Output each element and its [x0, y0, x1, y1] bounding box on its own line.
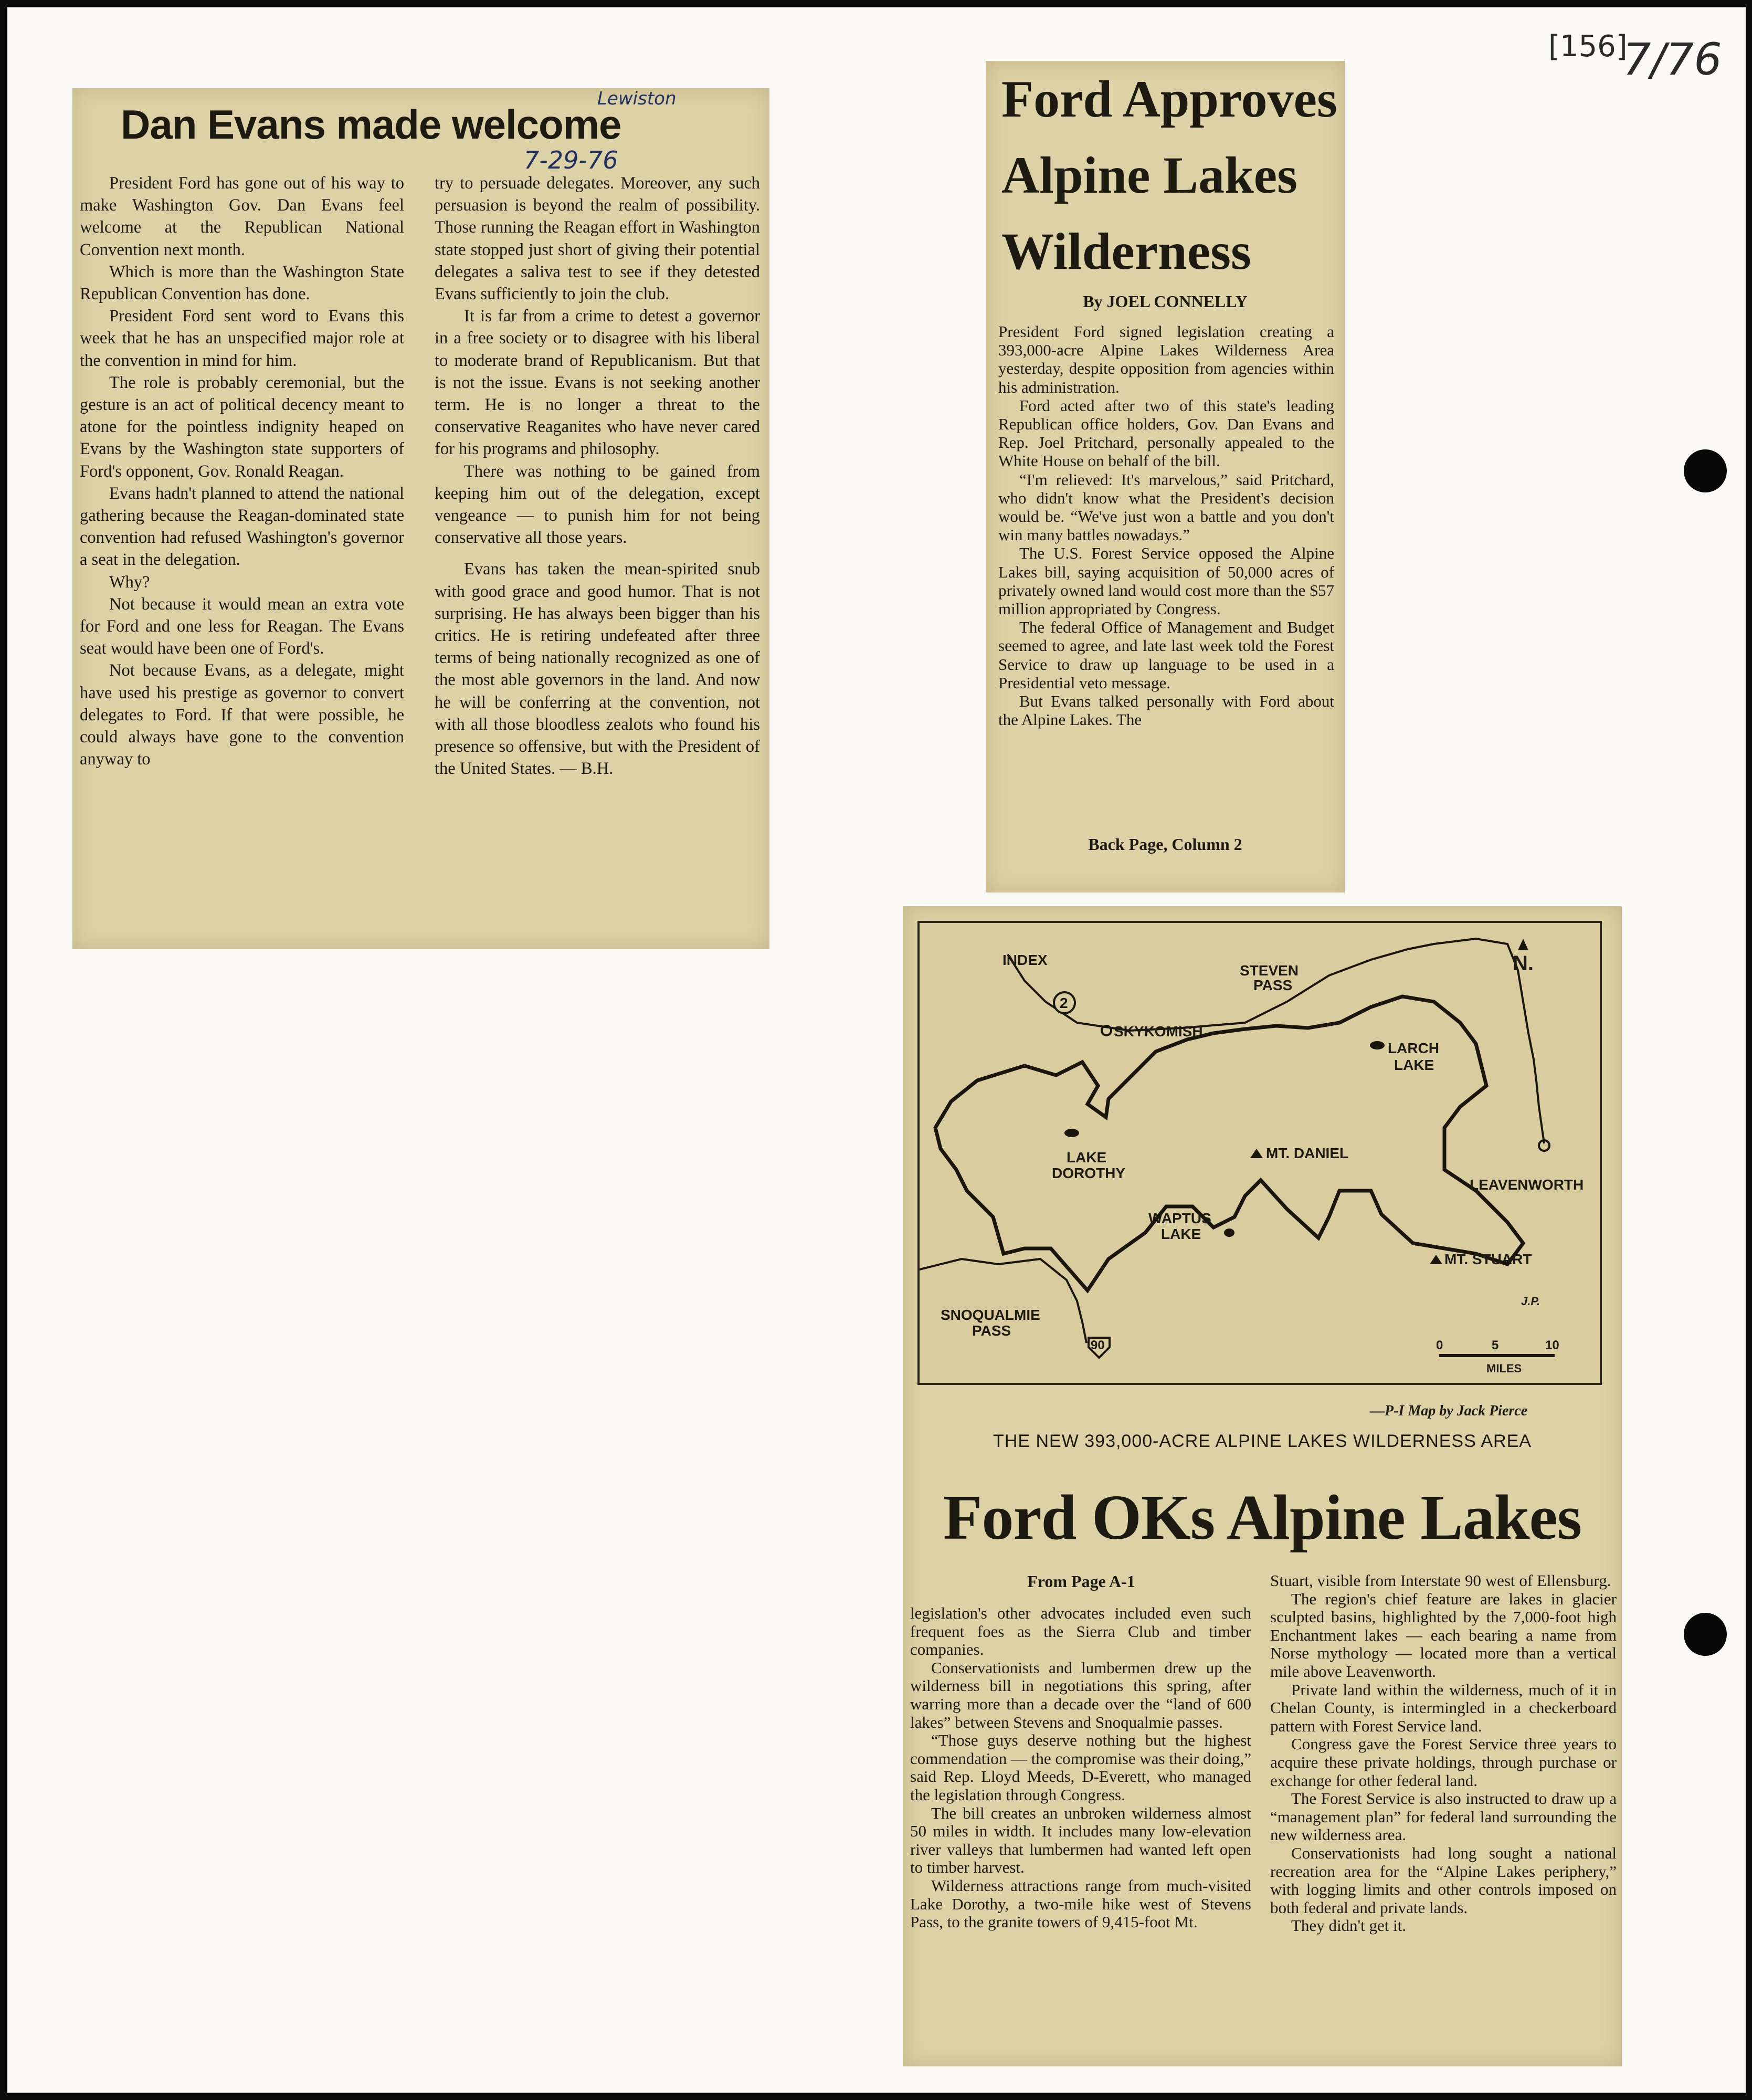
binder-hole-bottom	[1684, 1613, 1727, 1656]
map-label-mt-daniel: MT. DANIEL	[1266, 1145, 1349, 1161]
headline-ford-oks: Ford OKs Alpine Lakes	[943, 1482, 1582, 1553]
map-label-larch-lake: LAKE	[1394, 1057, 1434, 1073]
clipping-ford-oks	[903, 906, 1622, 2066]
larch-lake-shape	[1370, 1041, 1385, 1049]
map-label-waptus-lake: LAKE	[1161, 1226, 1201, 1242]
map-label-snoqualmie-pass: SNOQUALMIE	[941, 1307, 1040, 1323]
map-label-steven-pass: PASS	[1253, 977, 1293, 993]
paragraph: The region's chief feature are lakes in glacier sculpted basins, highlighted by the 7,000-foot high Enchantment lakes — each bearing a name from Norse mythology — located more than a vertical mile above Leavenworth.	[1270, 1589, 1617, 1681]
map-label-skykomish: SKYKOMISH	[1114, 1023, 1203, 1040]
headline-line: Alpine Lakes	[1001, 146, 1298, 204]
headline-ford-approves	[1001, 61, 1337, 289]
byline: By JOEL CONNELLY	[1083, 292, 1248, 311]
paragraph: Private land within the wilderness, much of it in Chelan County, is intermingled in a checkerboard pattern with Forest Service land.	[1270, 1680, 1617, 1735]
article-column-1	[910, 1604, 1251, 1931]
source-note-annotation: Lewiston	[597, 88, 677, 109]
route-90-label: 90	[1091, 1338, 1105, 1352]
lake-dorothy-shape	[1064, 1129, 1079, 1137]
headline-dan-evans: Dan Evans made welcome	[121, 101, 621, 148]
map-label-leavenworth: LEAVENWORTH	[1470, 1177, 1584, 1193]
map-label-larch-lake: LARCH	[1388, 1040, 1439, 1056]
paragraph: try to persuade delegates. Moreover, any such persuasion is beyond the realm of possibility. Those running the Reagan effort in Washington state stopped just short of giving their potential delegates a saliva test to see if they detested Evans sufficiently to join the club.	[435, 174, 760, 304]
paragraph: “I'm relieved: It's marvelous,” said Pritchard, who didn't know what the President's decision would be. “We've just won a battle and you don't win many battles nowadays.”	[998, 470, 1334, 544]
page-date-annotation: 7/76	[1623, 34, 1722, 85]
map-label-waptus-lake: WAPTUS	[1148, 1210, 1211, 1226]
clipping-dan-evans	[72, 88, 769, 949]
map-label-snoqualmie-pass: PASS	[972, 1322, 1011, 1339]
paragraph: The role is probably ceremonial, but the gesture is an act of political decency meant to atone for the pointless indignity heaped on Evans by the Washington state supporters of Ford's opponent, Gov. Ronald Reagan.	[80, 373, 404, 481]
paragraph: But Evans talked personally with Ford about the Alpine Lakes. The	[998, 692, 1334, 729]
paragraph: Which is more than the Washington State Republican Convention has done.	[80, 262, 404, 304]
paragraph: Conservationists had long sought a national recreation area for the “Alpine Lakes periphery,” with logging limits and other controls imposed on both federal and private lands.	[1270, 1843, 1617, 1917]
paragraph: Congress gave the Forest Service three years to acquire these private holdings, through purchase or exchange for other federal land.	[1270, 1735, 1617, 1790]
route-2-label: 2	[1060, 995, 1068, 1011]
paragraph: Ford acted after two of this state's leading Republican office holders, Gov. Dan Evans and Rep. Joel Pritchard, personally appealed to the White House on behalf of the bill.	[998, 396, 1334, 470]
scale-label-5: 5	[1492, 1338, 1499, 1352]
paragraph: President Ford sent word to Evans this week that he has an unspecified major role at the convention in mind for him.	[80, 307, 404, 370]
map-label-index: INDEX	[1002, 952, 1048, 968]
jump-line: Back Page, Column 2	[1088, 835, 1242, 854]
waptus-lake-shape	[1224, 1228, 1234, 1237]
map-credit: —P-I Map by Jack Pierce	[1370, 1403, 1528, 1419]
paragraph: legislation's other advocates included even such frequent foes as the Sierra Club and timber companies.	[910, 1604, 1251, 1659]
clipping-ford-approves	[986, 61, 1345, 892]
paragraph: Not because it would mean an extra vote for Ford and one less for Reagan. The Evans seat would have been one of Ford's.	[80, 594, 404, 658]
paragraph: They didn't get it.	[1291, 1916, 1407, 1935]
paragraph: The federal Office of Management and Budget seemed to agree, and late last week told the Forest Service to draw up language to be used in a Presidential veto message.	[998, 618, 1334, 692]
wilderness-map	[917, 921, 1602, 1385]
scale-unit-label: MILES	[1486, 1362, 1522, 1375]
north-arrow	[1518, 939, 1528, 950]
map-label-lake-dorothy: DOROTHY	[1052, 1165, 1125, 1181]
scrapbook-page	[7, 7, 1746, 2093]
paragraph: Evans hadn't planned to attend the national gathering because the Reagan-dominated state convention had refused Washington's governor a seat in the delegation.	[80, 484, 404, 570]
article-column-1	[80, 172, 404, 770]
map-label-lake-dorothy: LAKE	[1067, 1149, 1107, 1166]
article-column-2	[1270, 1572, 1617, 1935]
mt-stuart-peak	[1430, 1255, 1442, 1264]
paragraph: There was nothing to be gained from keeping him out of the delegation, except vengeance — to punish him for not being conservative all those years.	[435, 461, 760, 548]
binder-hole-top	[1684, 449, 1727, 492]
map-label-north: N.	[1513, 952, 1534, 975]
page-number-annotation: [156]	[1548, 29, 1628, 64]
scale-label-0: 0	[1436, 1338, 1443, 1352]
artist-initials: J.P.	[1521, 1295, 1540, 1308]
paragraph: “Those guys deserve nothing but the highest commendation — the compromise was their doing,” said Rep. Lloyd Meeds, D-Everett, who managed the legislation through Congress.	[910, 1731, 1251, 1804]
from-page-line: From Page A-1	[1027, 1572, 1135, 1591]
paragraph: Conservationists and lumbermen drew up the wilderness bill in negotiations this spring, after warring more than a decade over the “land of 600 lakes” between Stevens and Snoqualmie passes.	[910, 1658, 1251, 1731]
paragraph: Evans has taken the mean-spirited snub with good grace and good humor. That is not surprising. He has always been bigger than his critics. He is retiring undefeated after three terms of being nationally recognized as one of the most able governors in the land. And now he will be conferring at the convention, not with all those bloodless zealots who found his presence so offensive, but with the President of the United States. — B.H.	[435, 560, 760, 779]
scale-label-10: 10	[1545, 1338, 1559, 1352]
paragraph: President Ford signed legislation creating a 393,000-acre Alpine Lakes Wilderness Area yesterday, despite opposition from agencies within his administration.	[998, 322, 1334, 396]
article-column-2	[435, 172, 760, 780]
paragraph: President Ford has gone out of his way to make Washington Gov. Dan Evans feel welcome at the Republican National Convention next month.	[80, 174, 404, 259]
paragraph: Wilderness attractions range from much-visited Lake Dorothy, a two-mile hike west of Stevens Pass, to the granite towers of 9,415-foot Mt.	[910, 1876, 1251, 1931]
map-label-steven-pass: STEVEN	[1240, 962, 1299, 979]
paragraph: Why?	[109, 572, 150, 592]
article-body	[998, 322, 1334, 729]
paragraph: The Forest Service is also instructed to draw up a “management plan” for federal land surrounding the new wilderness area.	[1270, 1789, 1617, 1844]
clip-date-annotation: 7-29-76	[524, 146, 618, 174]
paragraph: Not because Evans, as a delegate, might have used his prestige as governor to convert delegates to Ford. If that were possible, he could always have gone to the convention anyway to	[80, 661, 404, 769]
paragraph: The bill creates an unbroken wilderness almost 50 miles in width. It includes many low-elevation river valleys that lumbermen had wanted left open to timber harvest.	[910, 1803, 1251, 1877]
headline-line: Ford Approves	[1001, 70, 1337, 128]
paragraph: The U.S. Forest Service opposed the Alpine Lakes bill, saying acquisition of 50,000 acres of privately owned land would cost more than the $57 million appropriated by Congress.	[998, 544, 1334, 618]
map-caption: THE NEW 393,000-ACRE ALPINE LAKES WILDERNESS AREA	[993, 1431, 1532, 1451]
paragraph: It is far from a crime to detest a governor in a free society or to disagree with his liberal to moderate brand of Republicanism. But that is not the issue. Evans is not seeking another term. He is no longer a threat to the conservative Reaganites who have never cared for his programs and philosophy.	[435, 307, 760, 459]
paragraph: Stuart, visible from Interstate 90 west of Ellensburg.	[1270, 1571, 1611, 1590]
headline-line: Wilderness	[1001, 222, 1251, 280]
mt-daniel-peak	[1250, 1149, 1263, 1158]
map-label-mt-stuart: MT. STUART	[1444, 1251, 1532, 1267]
